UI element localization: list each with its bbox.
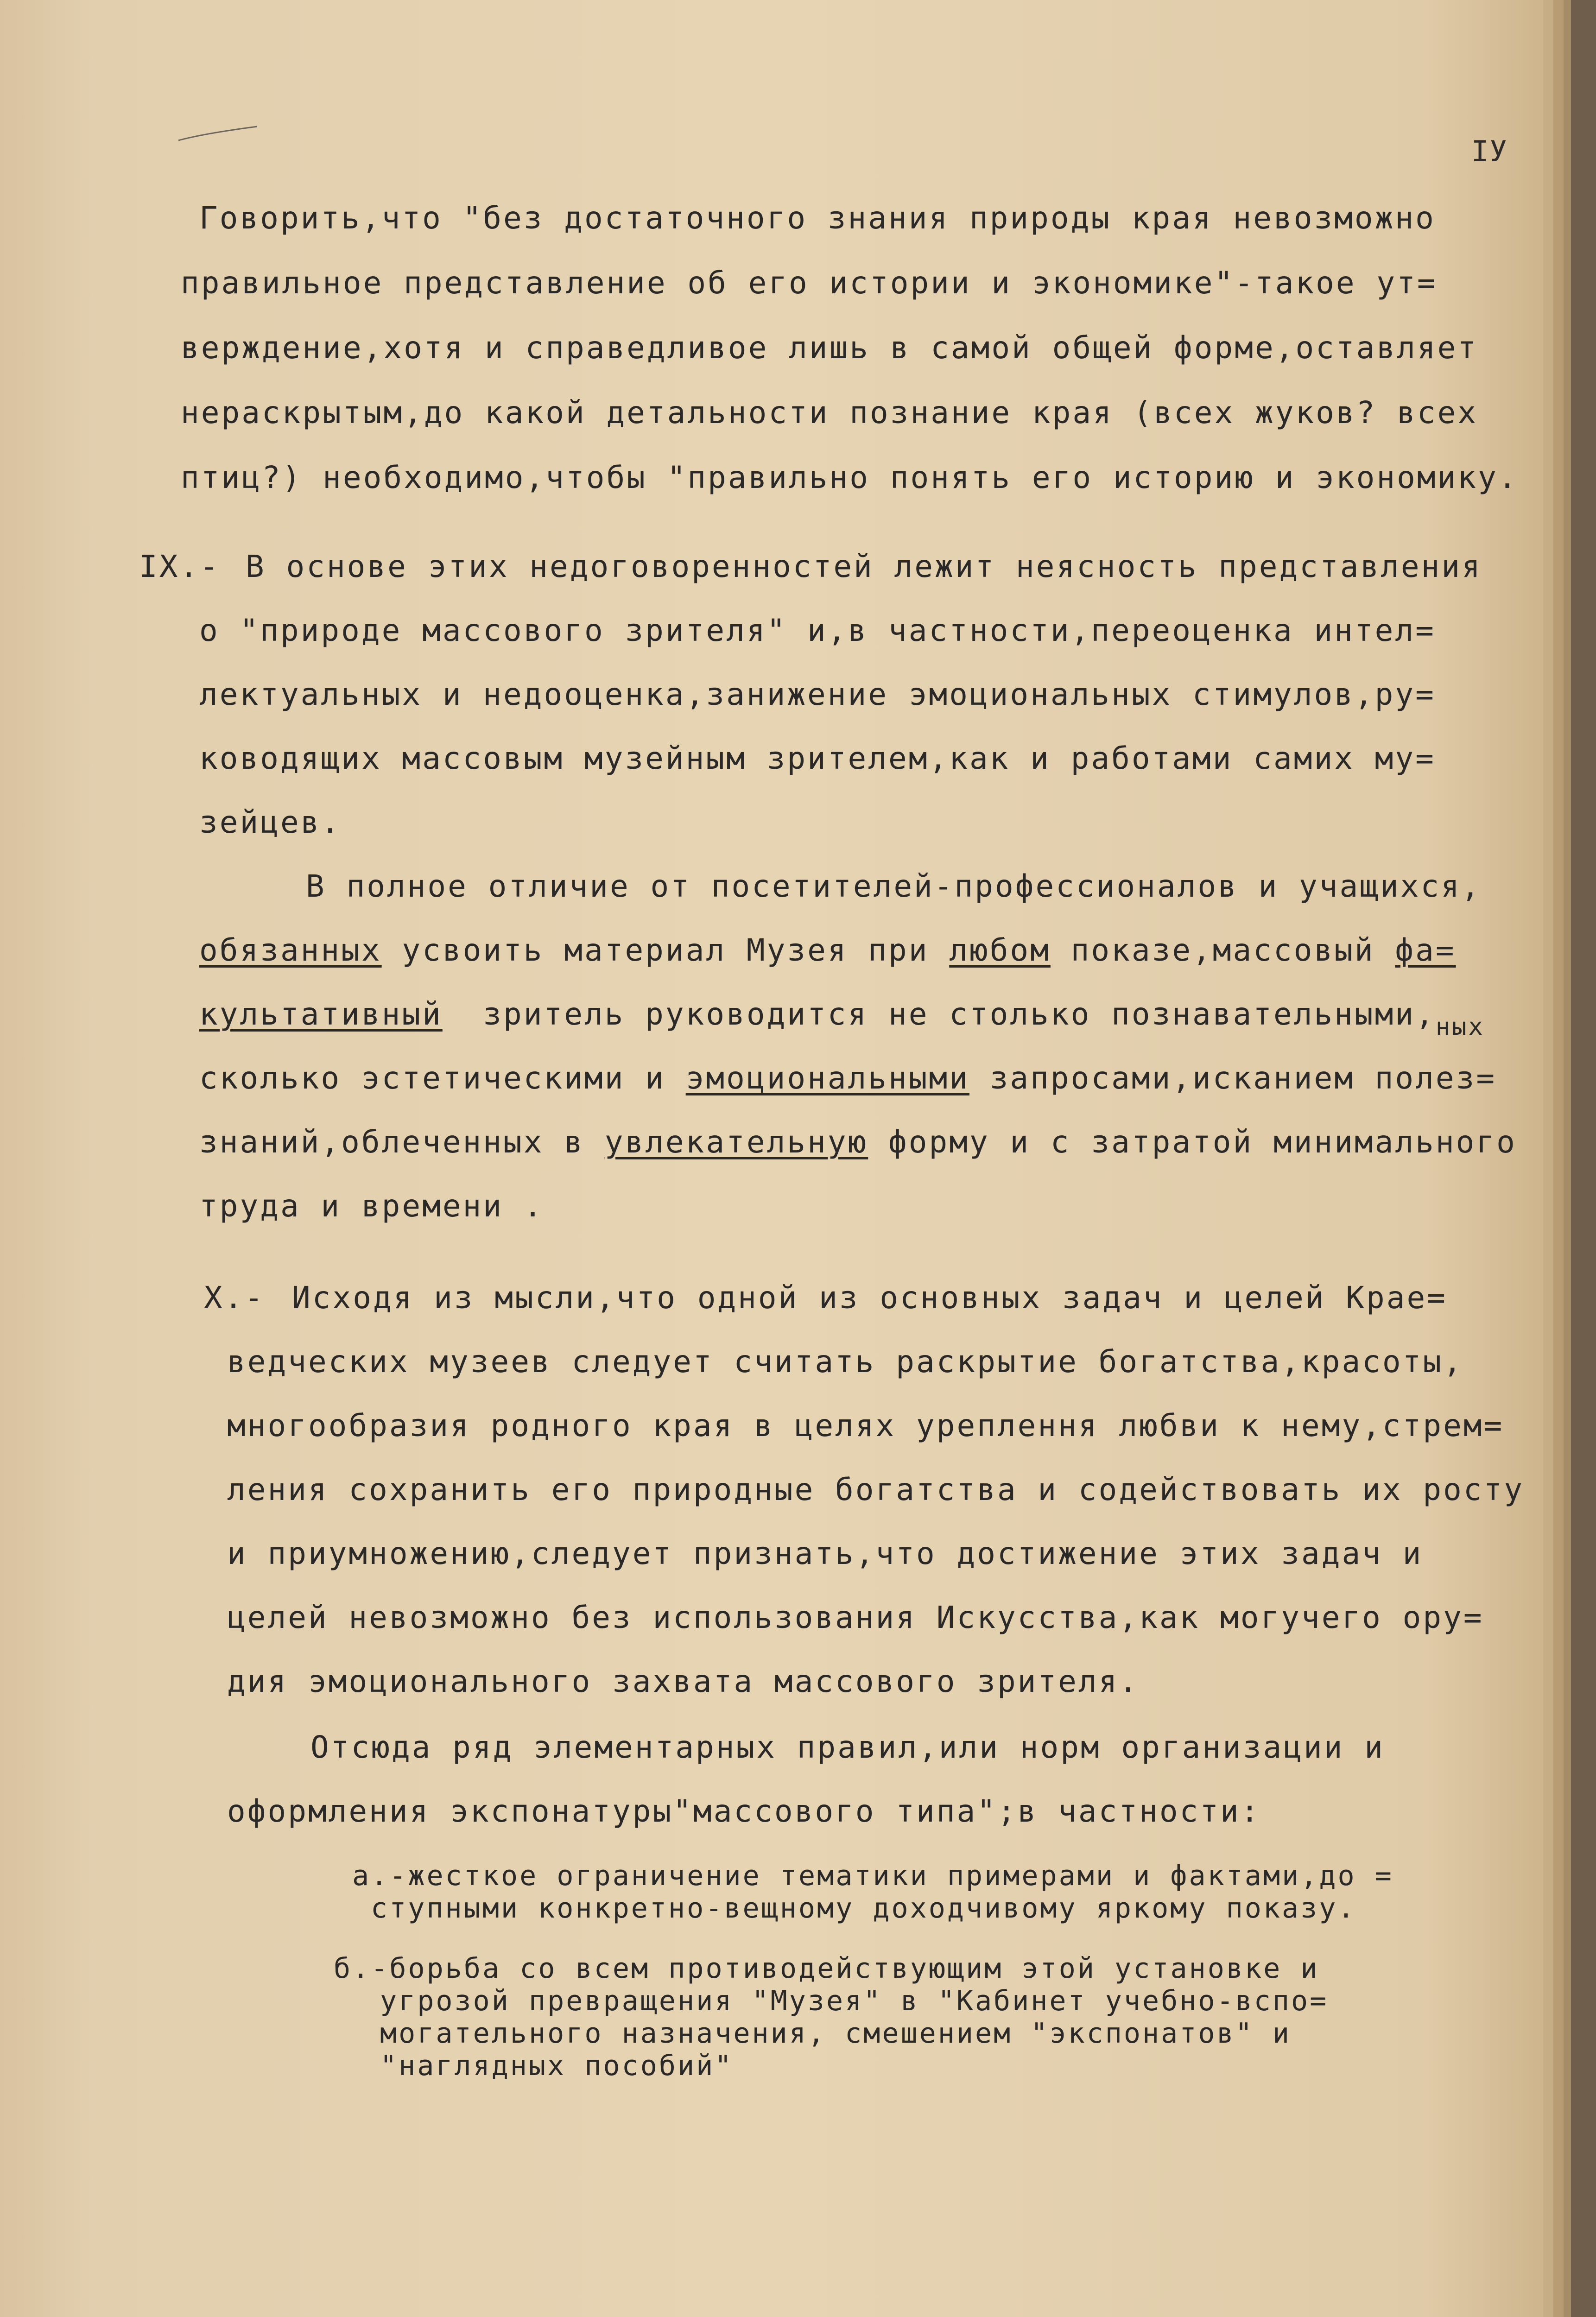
paragraph-2-line-1: В полное отличие от посетителей-профессионалов и учащихся, xyxy=(306,868,1482,904)
paragraph-1-line-4: нераскрытым,до какой детальности познание края (всех жуков? всех xyxy=(181,395,1478,430)
paragraph-1-line-1: Говорить,что "без достаточного знания природы края невозможно xyxy=(199,200,1436,236)
underlined-word: культативный xyxy=(199,996,443,1032)
section-10-line-4: ления сохранить его природные богатства и содействовать их росту xyxy=(227,1472,1525,1507)
paragraph-2-line-6: труда и времени . xyxy=(199,1188,544,1224)
section-10-line-7: дия эмоционального захвата массового зрителя. xyxy=(227,1664,1140,1699)
pencil-mark xyxy=(176,124,260,143)
section-9-marker: IX.- xyxy=(139,549,220,584)
page-edge xyxy=(1564,0,1571,2317)
list-item-b-line-1: б.-борьба со всем противодействующим этой установке и xyxy=(334,1952,1319,1985)
page-edge xyxy=(1553,0,1564,2317)
list-item-b-line-2: угрозой превращения "Музея" в "Кабинет учебно-вспо= xyxy=(380,1985,1329,2017)
section-10-line-2: ведческих музеев следует считать раскрытие богатства,красоты, xyxy=(227,1344,1463,1380)
section-10-line-3: многообразия родного края в целях уреплення любви к нему,стрем= xyxy=(227,1408,1504,1443)
page-number: IУ xyxy=(1471,134,1508,168)
paragraph-1-line-3: верждение,хотя и справедливое лишь в самой общей форме,оставляет xyxy=(181,330,1478,366)
paragraph-1-line-5: птиц?) необходимо,чтобы "правильно понять его историю и экономику. xyxy=(181,460,1519,495)
list-item-a-line-1: а.-жесткое ограничение тематики примерами и фактами,до = xyxy=(352,1860,1393,1892)
underlined-word: любом xyxy=(949,932,1051,968)
paragraph-2-line-5: знаний,облеченных в увлекательную форму и с затратой минимального xyxy=(199,1124,1517,1160)
underlined-word: обязанных xyxy=(199,932,382,968)
list-item-a-line-2: ступными конкретно-вещному доходчивому яркому показу. xyxy=(371,1892,1356,1925)
section-9-line-3: лектуальных и недооценка,занижение эмоциональных стимулов,ру= xyxy=(199,677,1436,712)
section-9-line-4: ководящих массовым музейным зрителем,как и работами самих му= xyxy=(199,741,1436,776)
underlined-word: эмоциональными xyxy=(685,1060,969,1096)
underlined-word: фа= xyxy=(1395,932,1456,968)
list-item-b-line-4: "наглядных пособий" xyxy=(380,2050,734,2082)
section-10-marker: X.- xyxy=(204,1280,265,1316)
section-10-line-5: и приумножению,следует признать,что достижение этих задач и xyxy=(227,1536,1423,1571)
paragraph-2-line-2: обязанных усвоить материал Музея при любом показе,массовый фа= xyxy=(199,932,1456,968)
page-edge xyxy=(1543,0,1553,2317)
section-9-line-1: В основе этих недоговоренностей лежит неясность представления xyxy=(246,549,1482,584)
paragraph-2-line-3: культативный зритель руководится не столько $познавательными,_{ных}$ xyxy=(199,996,1485,1041)
paragraph-3-line-1: Отсюда ряд элементарных правил,или норм организации и xyxy=(310,1729,1385,1765)
paragraph-1-line-2: правильное представление об его истории и экономике"-такое ут= xyxy=(181,265,1438,301)
typed-correction: ных xyxy=(1435,1013,1485,1041)
binding-background xyxy=(1571,0,1596,2317)
section-10-line-1: Исходя из мысли,что одной из основных задач и целей Крае= xyxy=(292,1280,1447,1316)
section-9-line-5: зейцев. xyxy=(199,804,342,840)
paragraph-3-line-2: оформления экспонатуры"массового типа";в частности: xyxy=(227,1793,1261,1829)
list-item-b-line-3: могательного назначения, смешением "экспонатов" и xyxy=(380,2017,1292,2050)
underlined-word: увлекательную xyxy=(604,1124,868,1160)
paragraph-2-line-4: сколько эстетическими и эмоциональными запросами,исканием полез= xyxy=(199,1060,1497,1096)
section-9-line-2: о "природе массового зрителя" и,в частности,переоценка интел= xyxy=(199,613,1436,648)
section-10-line-6: целей невозможно без использования Искусства,как могучего ору= xyxy=(227,1600,1484,1635)
